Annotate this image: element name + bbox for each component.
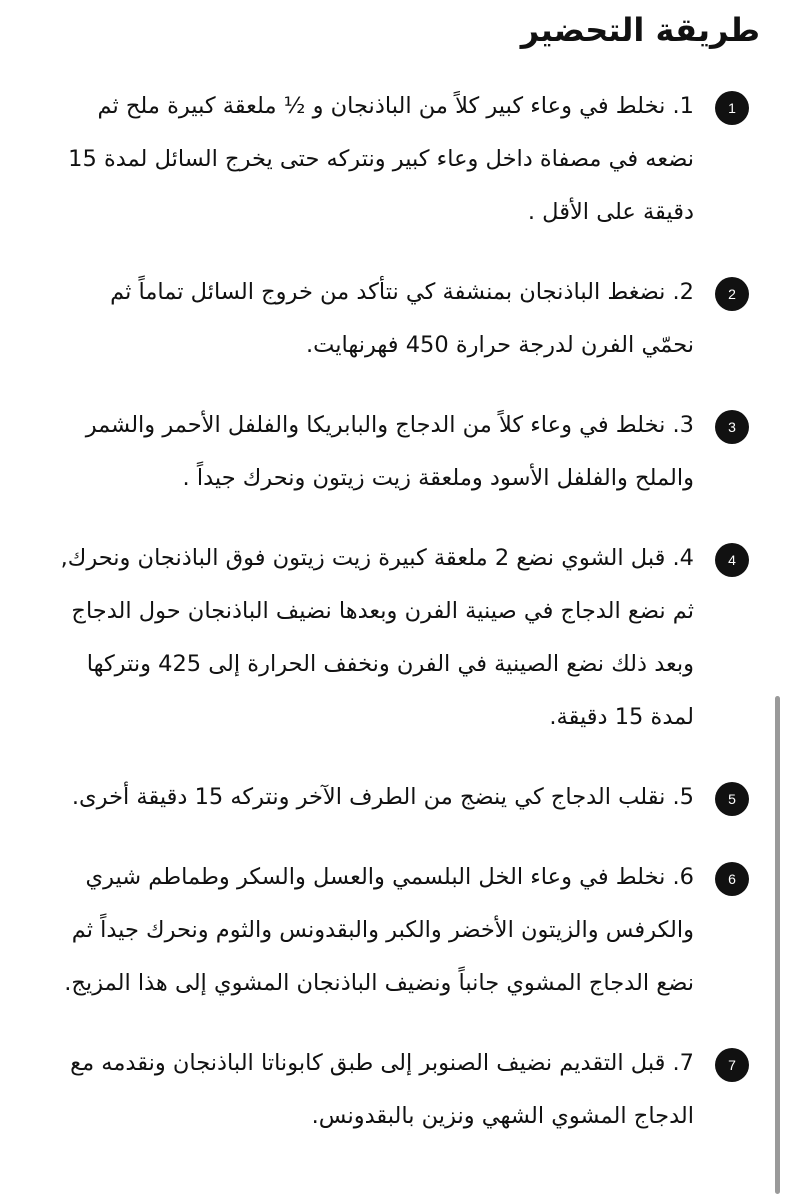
step-number-badge: 1	[715, 91, 749, 125]
step-text: 6. نخلط في وعاء الخل البلسمي والعسل والسكر وطماطم شيري والكرفس والزيتون الأخضر والكبر والبقدونس والثوم ونحرك جيداً ثم نضع الدجاج المشوي جانباً ونضيف الباذنجان المشوي إلى هذا المزيج.	[64, 864, 694, 996]
step-text: 3. نخلط في وعاء كلاً من الدجاج والبابريكا والفلفل الأحمر والشمر والملح والفلفل الأسود وملعقة زيت زيتون ونحرك جيداً .	[85, 412, 694, 491]
steps-list	[0, 80, 788, 1170]
step-number-badge: 7	[715, 1048, 749, 1082]
section-title: طريقة التحضير	[520, 11, 760, 49]
scrollbar-thumb[interactable]	[775, 696, 780, 1194]
step-item-4	[0, 532, 788, 744]
step-item-3	[0, 399, 788, 505]
step-text: 4. قبل الشوي نضع 2 ملعقة كبيرة زيت زيتون فوق الباذنجان ونحرك, ثم نضع الدجاج في صينية الفرن وبعدها نضيف الباذنجان حول الدجاج وبعد ذلك نضع الصينية في الفرن ونخفف الحرارة إلى 425 ونتركها لمدة 15 دقيقة.	[60, 545, 694, 730]
step-text: 1. نخلط في وعاء كبير كلاً من الباذنجان و ½ ملعقة كبيرة ملح ثم نضعه في مصفاة داخل وعاء كبير ونتركه حتى يخرج السائل لمدة 15 دقيقة على الأقل .	[68, 93, 694, 225]
step-item-2	[0, 266, 788, 372]
step-number-badge: 4	[715, 543, 749, 577]
step-text: 2. نضغط الباذنجان بمنشفة كي نتأكد من خروج السائل تماماً ثم نحمّي الفرن لدرجة حرارة 450 فهرنهايت.	[110, 279, 694, 358]
step-text: 5. نقلب الدجاج كي ينضج من الطرف الآخر ونتركه 15 دقيقة أخرى.	[71, 784, 694, 810]
step-item-6	[0, 851, 788, 1010]
step-number-badge: 3	[715, 410, 749, 444]
step-text: 7. قبل التقديم نضيف الصنوبر إلى طبق كابوناتا الباذنجان ونقدمه مع الدجاج المشوي الشهي ونزين بالبقدونس.	[70, 1050, 694, 1129]
step-item-7	[0, 1037, 788, 1143]
step-number-badge: 6	[715, 862, 749, 896]
step-item-5	[0, 771, 788, 824]
step-item-1	[0, 80, 788, 239]
step-number-badge: 2	[715, 277, 749, 311]
step-number-badge: 5	[715, 782, 749, 816]
